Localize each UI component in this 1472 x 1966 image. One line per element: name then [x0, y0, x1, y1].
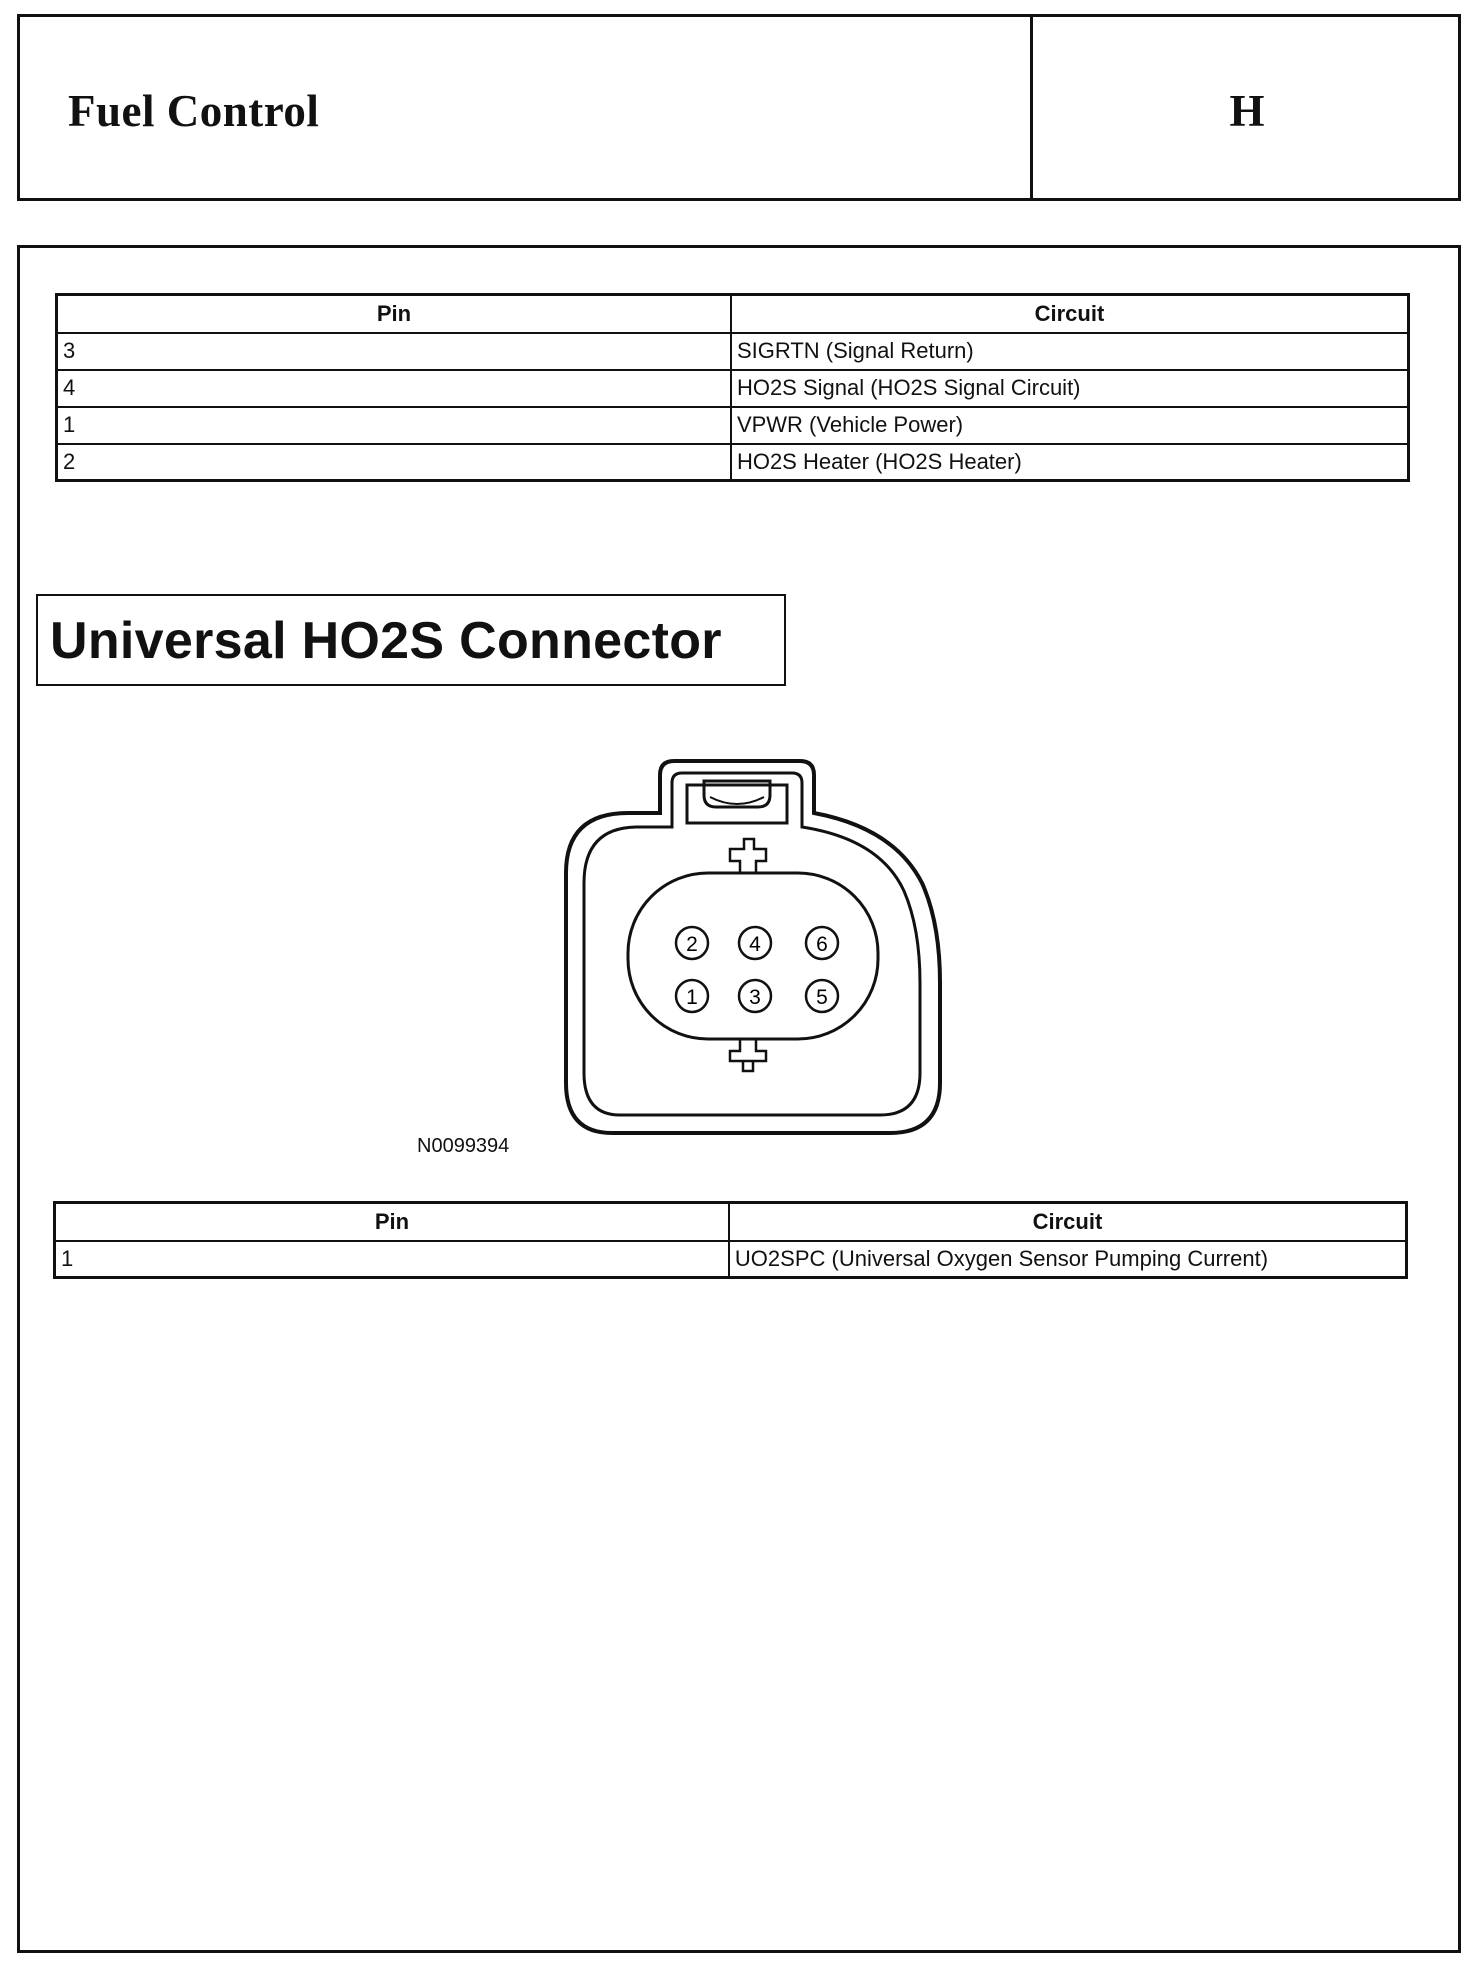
table-row: [57, 407, 1409, 444]
svg-text:6: 6: [816, 933, 828, 956]
pin-5: [806, 980, 838, 1012]
circuit-cell: SIGRTN (Signal Return): [731, 333, 1409, 370]
figure-id: N0099394: [417, 1135, 510, 1157]
section-title: Universal HO2S Connector: [36, 594, 786, 686]
pin-cell: 3: [57, 333, 731, 370]
top-key: [730, 839, 766, 873]
page-title: Fuel Control: [68, 86, 320, 136]
column-header-pin: Pin: [57, 295, 731, 333]
pin-6: [806, 927, 838, 959]
table-row: [57, 370, 1409, 407]
pin-circuit-table: [55, 293, 1410, 482]
table-row: [55, 1241, 1407, 1278]
connector-pin-table: [53, 1201, 1408, 1279]
pin-3: [739, 980, 771, 1012]
connector-diagram: [550, 753, 970, 1143]
section-letter: H: [1229, 86, 1265, 136]
page-header: [17, 14, 1461, 201]
circuit-cell: UO2SPC (Universal Oxygen Sensor Pumping Current): [729, 1241, 1407, 1278]
table-header-row: [55, 1203, 1407, 1241]
pin-2: [676, 927, 708, 959]
pin-cell: 2: [57, 444, 731, 481]
table-header-row: [57, 295, 1409, 333]
pin-cavity: [628, 873, 878, 1039]
column-header-circuit: Circuit: [731, 295, 1409, 333]
svg-text:4: 4: [749, 933, 761, 956]
pin-cell: 1: [55, 1241, 729, 1278]
content-frame: [17, 245, 1461, 1953]
svg-text:1: 1: [686, 986, 698, 1009]
table-row: [57, 444, 1409, 481]
bottom-key: [730, 1039, 766, 1071]
circuit-cell: HO2S Signal (HO2S Signal Circuit): [731, 370, 1409, 407]
column-header-pin: Pin: [55, 1203, 729, 1241]
circuit-cell: HO2S Heater (HO2S Heater): [731, 444, 1409, 481]
svg-text:2: 2: [686, 933, 698, 956]
column-header-circuit: Circuit: [729, 1203, 1407, 1241]
pin-4: [739, 927, 771, 959]
pin-cell: 4: [57, 370, 731, 407]
pin-1: [676, 980, 708, 1012]
svg-text:3: 3: [749, 986, 761, 1009]
table-row: [57, 333, 1409, 370]
circuit-cell: VPWR (Vehicle Power): [731, 407, 1409, 444]
pin-cell: 1: [57, 407, 731, 444]
svg-text:5: 5: [816, 986, 828, 1009]
